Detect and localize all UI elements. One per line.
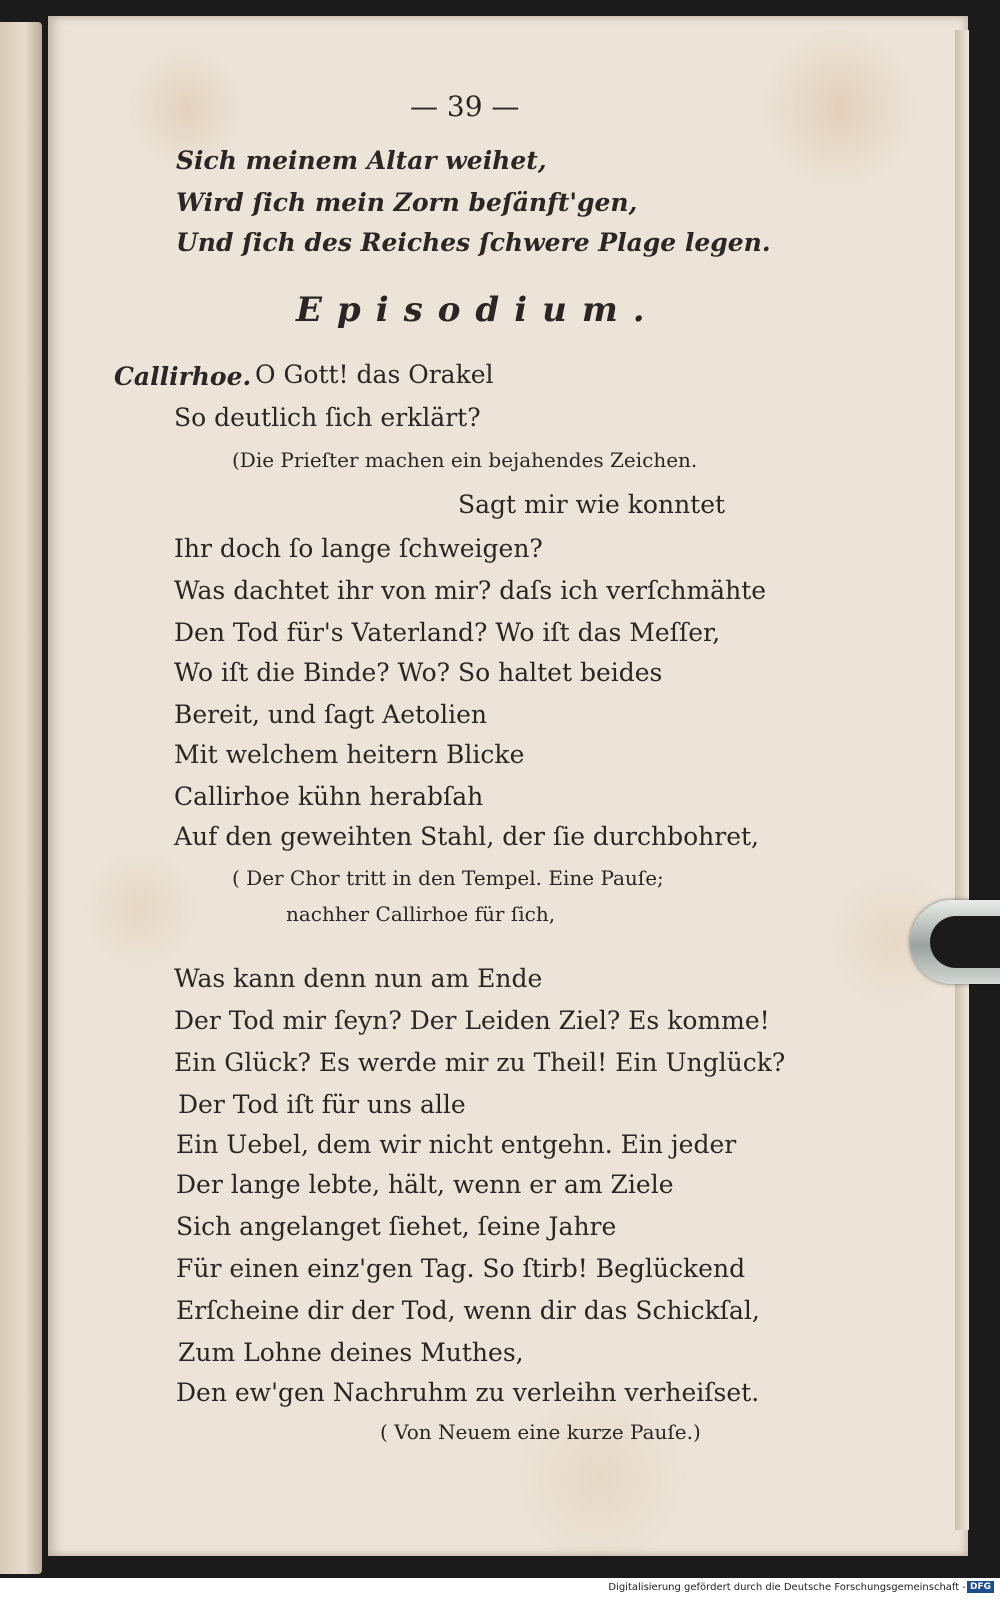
verse-line: Wird ſich mein Zorn beſänft'gen,	[176, 188, 638, 217]
section-heading: Episodium.	[296, 290, 660, 330]
stage-direction: nachher Callirhoe für ſich,	[286, 902, 556, 926]
stage-direction: (Die Prieſter machen ein bejahendes Zeichen.	[232, 448, 698, 472]
verse-line: Ihr doch ſo lange ſchweigen?	[174, 534, 543, 563]
verse-line: So deutlich ſich erklärt?	[174, 403, 481, 432]
verse-line: Der lange lebte, hält, wenn er am Ziele	[176, 1170, 674, 1199]
left-page-edge	[0, 22, 42, 1574]
verse-line: Sich meinem Altar weihet,	[176, 146, 547, 175]
verse-line: Mit welchem heitern Blicke	[174, 740, 525, 769]
verse-line: Der Tod iſt für uns alle	[178, 1090, 466, 1119]
verse-line: Sagt mir wie konntet	[458, 490, 726, 519]
verse-line: O Gott! das Orakel	[255, 360, 494, 389]
right-page-edge	[955, 30, 969, 1530]
verse-line: Wo iſt die Binde? Wo? So haltet beides	[174, 658, 663, 687]
verse-line: Der Tod mir ſeyn? Der Leiden Ziel? Es komme!	[174, 1006, 770, 1035]
verse-line: Bereit, und ſagt Aetolien	[174, 700, 487, 729]
page-number: — 39 —	[410, 90, 520, 123]
stage-direction: ( Von Neuem eine kurze Pauſe.)	[380, 1420, 701, 1444]
verse-line: Ein Uebel, dem wir nicht entgehn. Ein jeder	[176, 1130, 737, 1159]
verse-line: Sich angelanget ſiehet, ſeine Jahre	[176, 1212, 617, 1241]
dfg-logo: DFG	[967, 1581, 994, 1593]
verse-line: Für einen einz'gen Tag. So ſtirb! Beglückend	[176, 1254, 746, 1283]
speaker-name: Callirhoe.	[114, 362, 252, 391]
verse-line: Den ew'gen Nachruhm zu verleihn verheiſset.	[176, 1378, 760, 1407]
verse-line: Und ſich des Reiches ſchwere Plage legen.	[176, 228, 771, 257]
verse-line: Auf den geweihten Stahl, der ſie durchbohret,	[174, 822, 759, 851]
verse-line: Callirhoe kühn herabſah	[174, 782, 484, 811]
verse-line: Den Tod für's Vaterland? Wo iſt das Meſſer,	[174, 618, 721, 647]
verse-line: Was kann denn nun am Ende	[174, 964, 543, 993]
verse-line: Zum Lohne deines Muthes,	[178, 1338, 524, 1367]
verse-line: Ein Glück? Es werde mir zu Theil! Ein Unglück?	[174, 1048, 786, 1077]
funding-credit: Digitalisierung gefördert durch die Deutsche Forschungsgemeinschaft -	[608, 1582, 966, 1593]
stage-direction: ( Der Chor tritt in den Tempel. Eine Pauſe;	[232, 866, 664, 890]
verse-line: Was dachtet ihr von mir? daſs ich verſchmähte	[174, 576, 767, 605]
book-clip-gap	[930, 916, 1000, 968]
verse-line: Erſcheine dir der Tod, wenn dir das Schickſal,	[176, 1296, 760, 1325]
